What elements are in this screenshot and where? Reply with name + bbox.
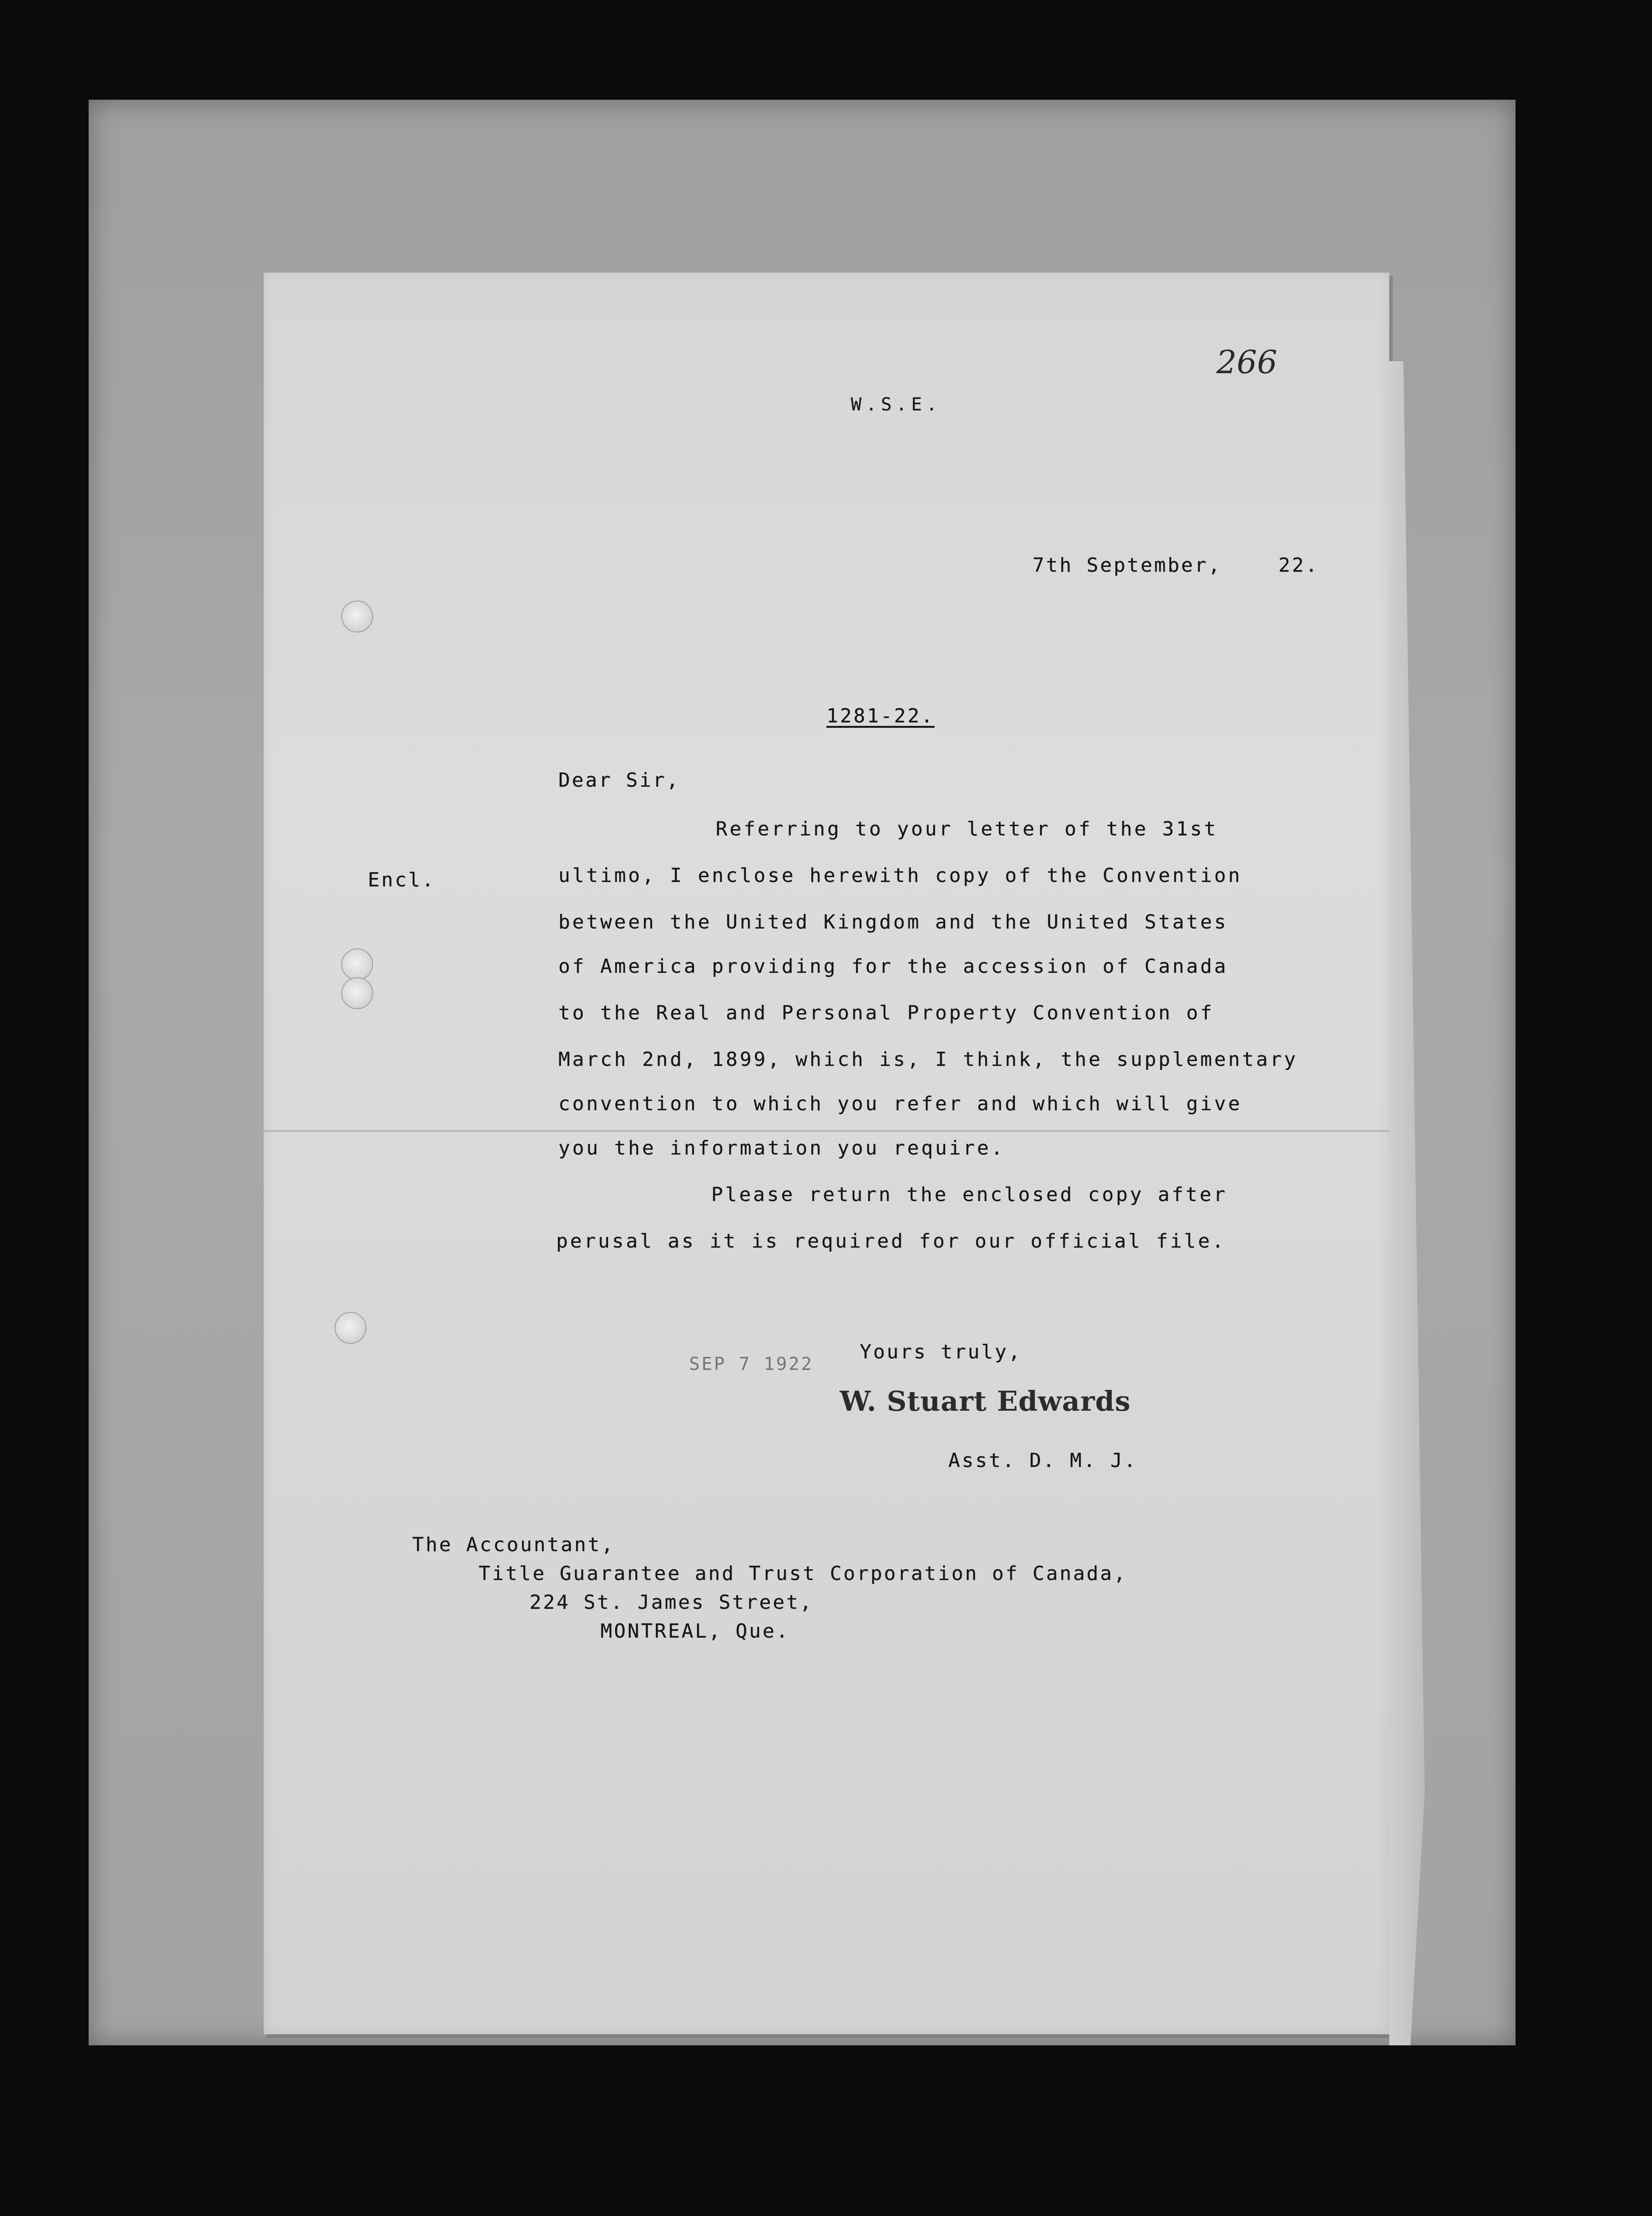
body-line: between the United Kingdom and the United States (558, 911, 1228, 933)
page-fold (264, 1130, 1389, 1132)
initials: W.S.E. (851, 394, 942, 415)
punch-hole-bottom (335, 1312, 366, 1344)
body-line: Please return the enclosed copy after (711, 1183, 1228, 1206)
date-stamp: SEP 7 1922 (689, 1354, 814, 1374)
body-line: ultimo, I enclose herewith copy of the Convention (558, 864, 1243, 887)
address-line: The Accountant, (412, 1533, 615, 1556)
body-line: you the information you require. (558, 1137, 1005, 1159)
address-line: MONTREAL, Que. (600, 1620, 790, 1642)
signatory-title: Asst. D. M. J. (948, 1449, 1138, 1472)
body-line: convention to which you refer and which will give (558, 1092, 1243, 1115)
salutation: Dear Sir, (558, 769, 680, 792)
letter-page (264, 273, 1389, 2034)
body-line: perusal as it is required for our official file. (556, 1230, 1226, 1252)
body-line: Referring to your letter of the 31st (716, 818, 1218, 840)
page-number: 266 (1216, 343, 1278, 381)
punch-hole-top (341, 601, 373, 632)
letter-date: 7th September, (1032, 554, 1222, 577)
address-line: 224 St. James Street, (530, 1591, 814, 1614)
closing: Yours truly, (860, 1341, 1022, 1363)
body-line: March 2nd, 1899, which is, I think, the supplementary (558, 1048, 1298, 1071)
body-line: to the Real and Personal Property Convention of (558, 1002, 1215, 1024)
punch-hole-middle-a (341, 948, 373, 980)
enclosure-note: Encl. (368, 869, 436, 891)
file-reference: 1281-22. (826, 705, 935, 727)
punch-hole-middle-b (341, 977, 373, 1009)
body-line: of America providing for the accession of Canada (558, 955, 1228, 978)
letter-year: 22. (1278, 554, 1319, 577)
address-line: Title Guarantee and Trust Corporation of Canada, (479, 1562, 1127, 1585)
signature: W. Stuart Edwards (840, 1385, 1131, 1417)
